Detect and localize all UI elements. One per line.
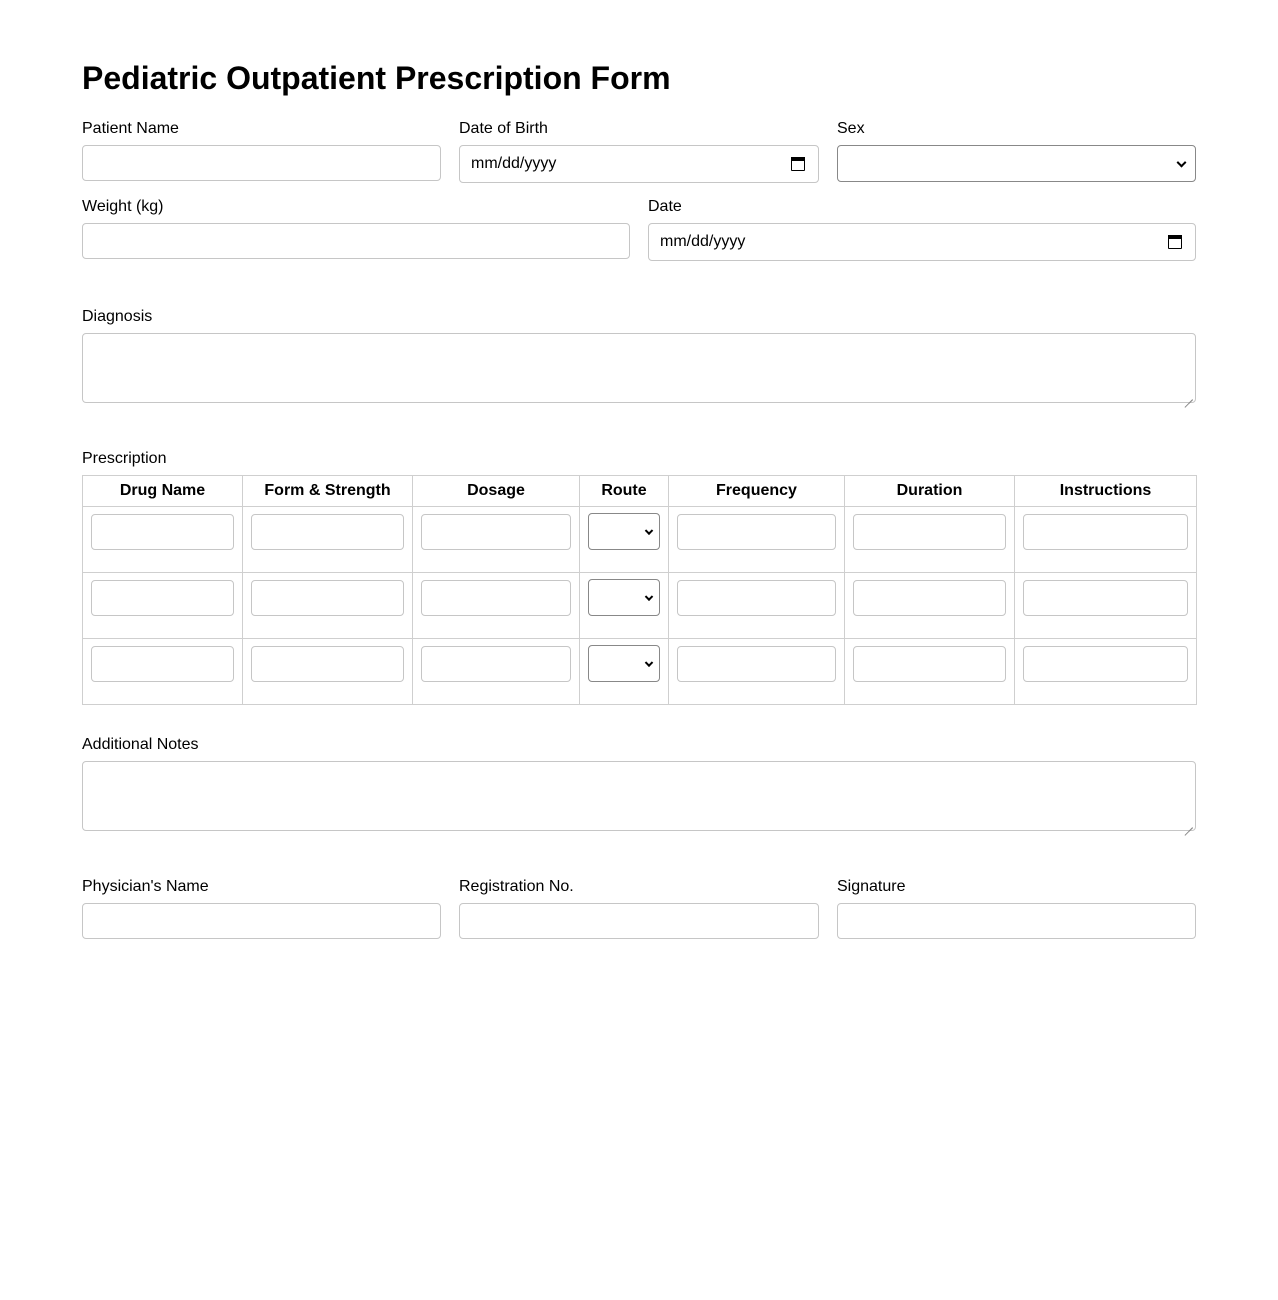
column-header-frequency: Frequency	[669, 476, 845, 507]
instructions-input[interactable]	[1023, 646, 1188, 682]
drug-name-input[interactable]	[91, 646, 234, 682]
calendar-icon[interactable]	[1168, 235, 1182, 249]
column-header-duration: Duration	[845, 476, 1015, 507]
date-input[interactable]	[648, 223, 1196, 261]
patient-name-input[interactable]	[82, 145, 441, 181]
resize-grip-icon[interactable]	[1184, 819, 1193, 828]
chevron-down-icon	[1177, 157, 1187, 167]
diagnosis-label: Diagnosis	[82, 308, 153, 325]
sex-label: Sex	[837, 120, 865, 137]
frequency-input[interactable]	[677, 646, 836, 682]
column-header-dosage: Dosage	[413, 476, 580, 507]
column-header-route: Route	[580, 476, 669, 507]
dosage-input[interactable]	[421, 646, 571, 682]
table-row	[83, 639, 1197, 705]
sex-select[interactable]	[837, 145, 1196, 182]
frequency-input[interactable]	[677, 514, 836, 550]
calendar-icon[interactable]	[791, 157, 805, 171]
route-select[interactable]	[588, 513, 660, 550]
date-of-birth-placeholder: mm/dd/yyyy	[471, 155, 557, 172]
route-select[interactable]	[588, 579, 660, 616]
route-select[interactable]	[588, 645, 660, 682]
patient-name-label: Patient Name	[82, 120, 179, 137]
form-strength-input[interactable]	[251, 580, 404, 616]
column-header-drug-name: Drug Name	[83, 476, 243, 507]
drug-name-input[interactable]	[91, 580, 234, 616]
date-placeholder: mm/dd/yyyy	[660, 233, 746, 250]
duration-input[interactable]	[853, 580, 1006, 616]
chevron-down-icon	[645, 658, 653, 666]
prescription-label: Prescription	[82, 450, 167, 467]
resize-grip-icon[interactable]	[1184, 391, 1193, 400]
form-strength-input[interactable]	[251, 514, 404, 550]
additional-notes-textarea[interactable]	[82, 761, 1196, 831]
instructions-input[interactable]	[1023, 580, 1188, 616]
duration-input[interactable]	[853, 646, 1006, 682]
frequency-input[interactable]	[677, 580, 836, 616]
additional-notes-label: Additional Notes	[82, 736, 199, 753]
signature-input[interactable]	[837, 903, 1196, 939]
dosage-input[interactable]	[421, 514, 571, 550]
date-of-birth-input[interactable]	[459, 145, 819, 183]
duration-input[interactable]	[853, 514, 1006, 550]
form-title: Pediatric Outpatient Prescription Form	[82, 60, 671, 96]
prescription-table	[82, 475, 1197, 705]
weight-input[interactable]	[82, 223, 630, 259]
physician-name-label: Physician's Name	[82, 878, 209, 895]
date-label: Date	[648, 198, 682, 215]
form-strength-input[interactable]	[251, 646, 404, 682]
date-of-birth-label: Date of Birth	[459, 120, 548, 137]
table-row	[83, 573, 1197, 639]
physician-name-input[interactable]	[82, 903, 441, 939]
registration-number-label: Registration No.	[459, 878, 574, 895]
drug-name-input[interactable]	[91, 514, 234, 550]
dosage-input[interactable]	[421, 580, 571, 616]
registration-number-input[interactable]	[459, 903, 819, 939]
column-header-instructions: Instructions	[1015, 476, 1197, 507]
instructions-input[interactable]	[1023, 514, 1188, 550]
table-header-row	[83, 476, 1197, 507]
signature-label: Signature	[837, 878, 906, 895]
weight-label: Weight (kg)	[82, 198, 164, 215]
diagnosis-textarea[interactable]	[82, 333, 1196, 403]
column-header-form-strength: Form & Strength	[243, 476, 413, 507]
chevron-down-icon	[645, 526, 653, 534]
table-row	[83, 507, 1197, 573]
chevron-down-icon	[645, 592, 653, 600]
